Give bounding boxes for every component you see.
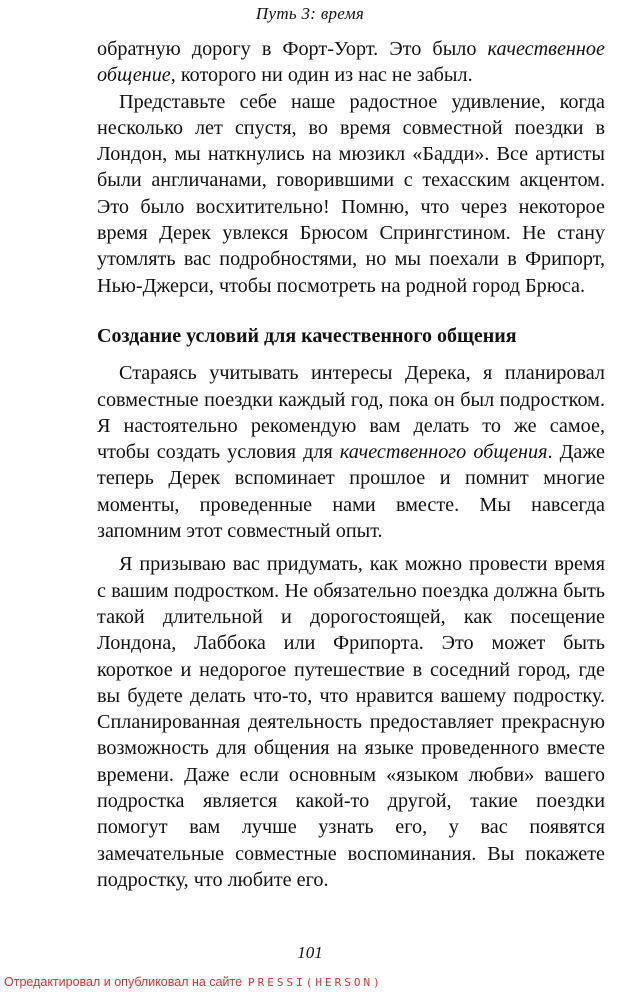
paragraph-4: Я призываю вас придумать, как можно провести время с вашим подростком. Не обязательно поездка должна быть такой длительной и дорогостоящей, как посещение Лондона, Лаббока или Фрипорта. Это может быть короткое и недорогое путешествие в соседний город, где вы будете делать что-то, что нравится вашему подростку. Спланированная деятельность предоставляет прекрасную возможность для общения на языке проведенного вместе времени. Даже если основным «языком любви» вашего подростка является какой-то другой, такие поездки помогут вам лучше узнать его, у вас появятся замечательные совместные воспоминания. Вы покажете подростку, что любите его. — [97, 553, 605, 891]
paragraph-1 — [97, 36, 605, 89]
paragraph-3 — [97, 360, 605, 544]
footer-credit-text: Отредактировал и опубликовал на сайте — [4, 975, 243, 989]
paragraph-3-emphasis: качественного общения — [339, 441, 548, 464]
paragraph-1-text-a: обратную дорогу в Форт-Уорт. Это было — [97, 38, 488, 60]
page-number: 101 — [297, 943, 323, 962]
paragraph-3-text-b: . Даже теперь Дерек вспоминает прошлое и помнит многие моменты, проведенные нами вместе. Мы навсегда запомним этот совместный опыт. — [97, 441, 606, 543]
section-heading: Создание условий для качественного общения — [97, 324, 517, 347]
paragraph-3-text-a: Стараясь учитывать интересы Дерека, я планировал совместные поездки каждый год, пока он был подростком. Я настоятельно рекомендую вам делать то же самое, чтобы создать условия для — [97, 362, 605, 464]
footer-credit-site: PRESSI(HERSON) — [248, 976, 383, 989]
footer-credit — [4, 975, 383, 989]
paragraph-1-text-b: , которого ни один из нас не забыл. — [170, 64, 473, 87]
running-head: Путь 3: время — [255, 4, 365, 23]
paragraph-1-emphasis: качественное общение — [97, 38, 605, 87]
paragraph-2: Представьте себе наше радостное удивление, когда несколько лет спустя, во время совместной поездки в Лондон, мы наткнулись на мюзикл «Бадди». Все артисты были англичанами, говорившими с техасским акцентом. Это было восхитительно! Помню, что через некоторое время Дерек увлекся Брюсом Спрингстином. Не стану утомлять вас подробностями, но мы поехали в Фрипорт, Нью-Джерси, чтобы посмотреть на родной город Брюса. — [97, 90, 605, 297]
body-text — [97, 36, 605, 893]
